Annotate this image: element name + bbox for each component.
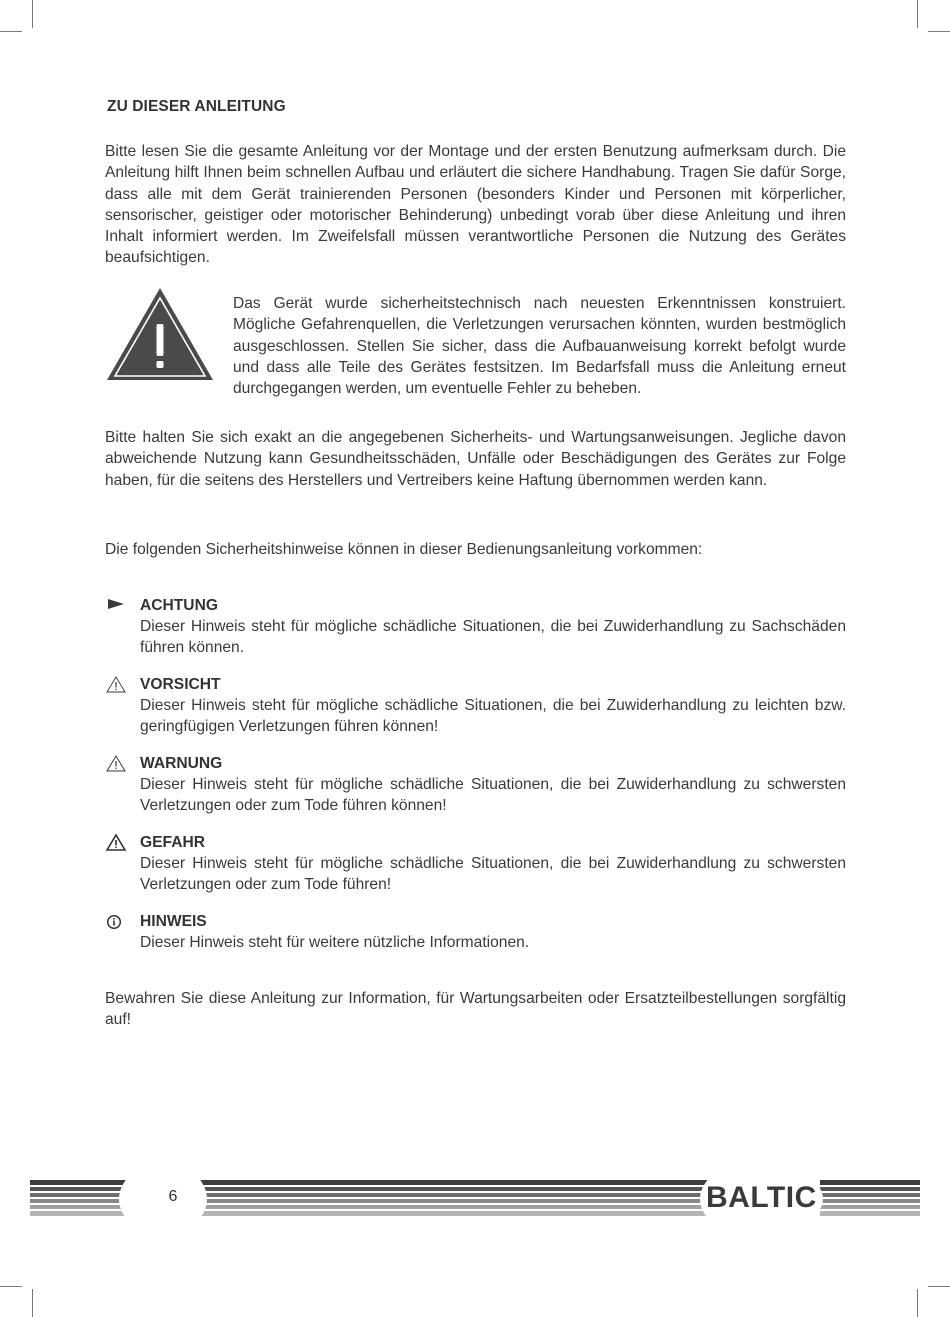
- arrow-right-icon: [105, 596, 127, 614]
- closing-paragraph: Bewahren Sie diese Anleitung zur Information, für Wartungsarbeiten oder Ersatzteilbestellungen sorgfältig auf!: [105, 990, 846, 1029]
- warning-triangle-icon: [105, 754, 127, 772]
- page-footer: [30, 1177, 920, 1221]
- notices-intro-paragraph: Die folgenden Sicherheitshinweise können in dieser Bedienungsanleitung vorkommen:: [105, 541, 703, 558]
- crop-mark: [928, 31, 950, 32]
- notice-title: GEFAHR: [140, 834, 205, 851]
- info-circle-icon: [105, 912, 127, 930]
- crop-mark: [32, 0, 33, 28]
- intro-paragraph: Bitte lesen Sie die gesamte Anleitung vor der Montage und der ersten Benutzung aufmerksam durch. Die Anleitung hilft Ihnen beim schnellen Aufbau und erläutert die sichere Handhabung. Tragen Sie dafür Sorge, dass alle mit dem Gerät trainierenden Personen (besonders Kinder und Personen mit körperlicher, sensorischer, geistiger oder motorischer Behinderung) unbedingt vorab über diese Anleitung und ihren Inhalt informiert werden. Im Zweifelsfall müssen verantwortliche Personen die Nutzung des Gerätes beaufsichtigen.: [105, 143, 846, 267]
- crop-mark: [0, 1286, 22, 1287]
- crop-mark: [0, 31, 22, 32]
- notice-text: Dieser Hinweis steht für mögliche schädliche Situationen, die bei Zuwiderhandlung zu schwersten Verletzungen oder zum Tode führen können!: [140, 776, 846, 815]
- brand-logo: BALTIC: [706, 1181, 817, 1214]
- notice-text: Dieser Hinweis steht für mögliche schädliche Situationen, die bei Zuwiderhandlung zu schwersten Verletzungen oder zum Tode führen!: [140, 855, 846, 894]
- notice-text: Dieser Hinweis steht für mögliche schädliche Situationen, die bei Zuwiderhandlung zu leichten bzw. geringfügigen Verletzungen führen können!: [140, 697, 846, 736]
- crop-mark: [928, 1286, 950, 1287]
- page-number: 6: [168, 1188, 178, 1205]
- crop-mark: [917, 1289, 918, 1317]
- notice-title: ACHTUNG: [140, 597, 218, 614]
- large-warning-icon: [105, 286, 215, 382]
- notice-title: HINWEIS: [140, 913, 207, 930]
- notice-text: Dieser Hinweis steht für weitere nützliche Informationen.: [140, 934, 530, 951]
- safety-paragraph: Das Gerät wurde sicherheitstechnisch nach neuesten Erkenntnissen konstruiert. Mögliche Gefahrenquellen, die Verletzungen verursachen könnten, wurden bestmöglich ausgeschlossen. Stellen Sie sicher, dass die Aufbauanweisung korrekt befolgt wurde und dass alle Teile des Gerätes festsitzen. Im Bedarfsfall muss die Anleitung erneut durchgegangen werden, um eventuelle Fehler zu beheben.: [233, 295, 846, 398]
- compliance-paragraph: Bitte halten Sie sich exakt an die angegebenen Sicherheits- und Wartungsanweisungen. Jegliche davon abweichende Nutzung kann Gesundheitsschäden, Unfälle oder Beschädigungen des Gerätes zur Folge haben, für die seitens des Herstellers und Vertreibers keine Haftung übernommen werden kann.: [105, 429, 846, 489]
- notice-title: VORSICHT: [140, 676, 221, 693]
- page-heading: ZU DIESER ANLEITUNG: [107, 98, 286, 115]
- crop-mark: [917, 0, 918, 28]
- crop-mark: [32, 1289, 33, 1317]
- warning-triangle-bold-icon: [105, 833, 127, 851]
- notice-title: WARNUNG: [140, 755, 223, 772]
- notice-text: Dieser Hinweis steht für mögliche schädliche Situationen, die bei Zuwiderhandlung zu Sachschäden führen können.: [140, 618, 846, 657]
- warning-triangle-icon: [105, 675, 127, 693]
